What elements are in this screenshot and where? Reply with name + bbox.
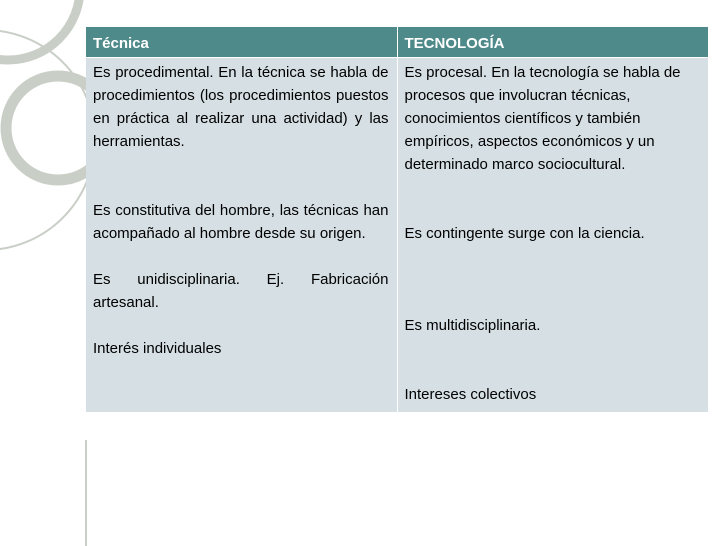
tecnologia-cell bbox=[397, 58, 708, 413]
header-tecnica: Técnica bbox=[86, 27, 397, 58]
header-row bbox=[86, 27, 708, 58]
tecnica-item-1: Es procedimental. En la técnica se habla de procedimientos (los procedimientos puestos en práctica al realizar una actividad) y las herramientas. bbox=[93, 64, 389, 150]
comparison-table bbox=[86, 27, 708, 412]
tecnica-cell bbox=[86, 58, 397, 413]
tecnologia-item-3: Es multidisciplinaria. bbox=[404, 317, 541, 334]
tecnologia-item-1: Es procesal. En la tecnología se habla de procesos que involucran técnicas, conocimientos científicos y también empíricos, aspectos económicos y un determinado marco sociocultural. bbox=[404, 64, 681, 173]
tecnologia-item-4: Intereses colectivos bbox=[404, 386, 537, 403]
body-row bbox=[86, 58, 708, 413]
tecnica-item-4: Interés individuales bbox=[93, 340, 222, 357]
tecnica-item-2: Es constitutiva del hombre, las técnicas han acompañado al hombre desde su origen. bbox=[93, 202, 389, 242]
tecnica-item-3: Es unidisciplinaria. Ej. Fabricación artesanal. bbox=[93, 271, 389, 311]
tecnologia-item-2: Es contingente surge con la ciencia. bbox=[404, 225, 645, 242]
header-tecnologia: TECNOLOGÍA bbox=[397, 27, 708, 58]
ring-top bbox=[0, 0, 80, 60]
